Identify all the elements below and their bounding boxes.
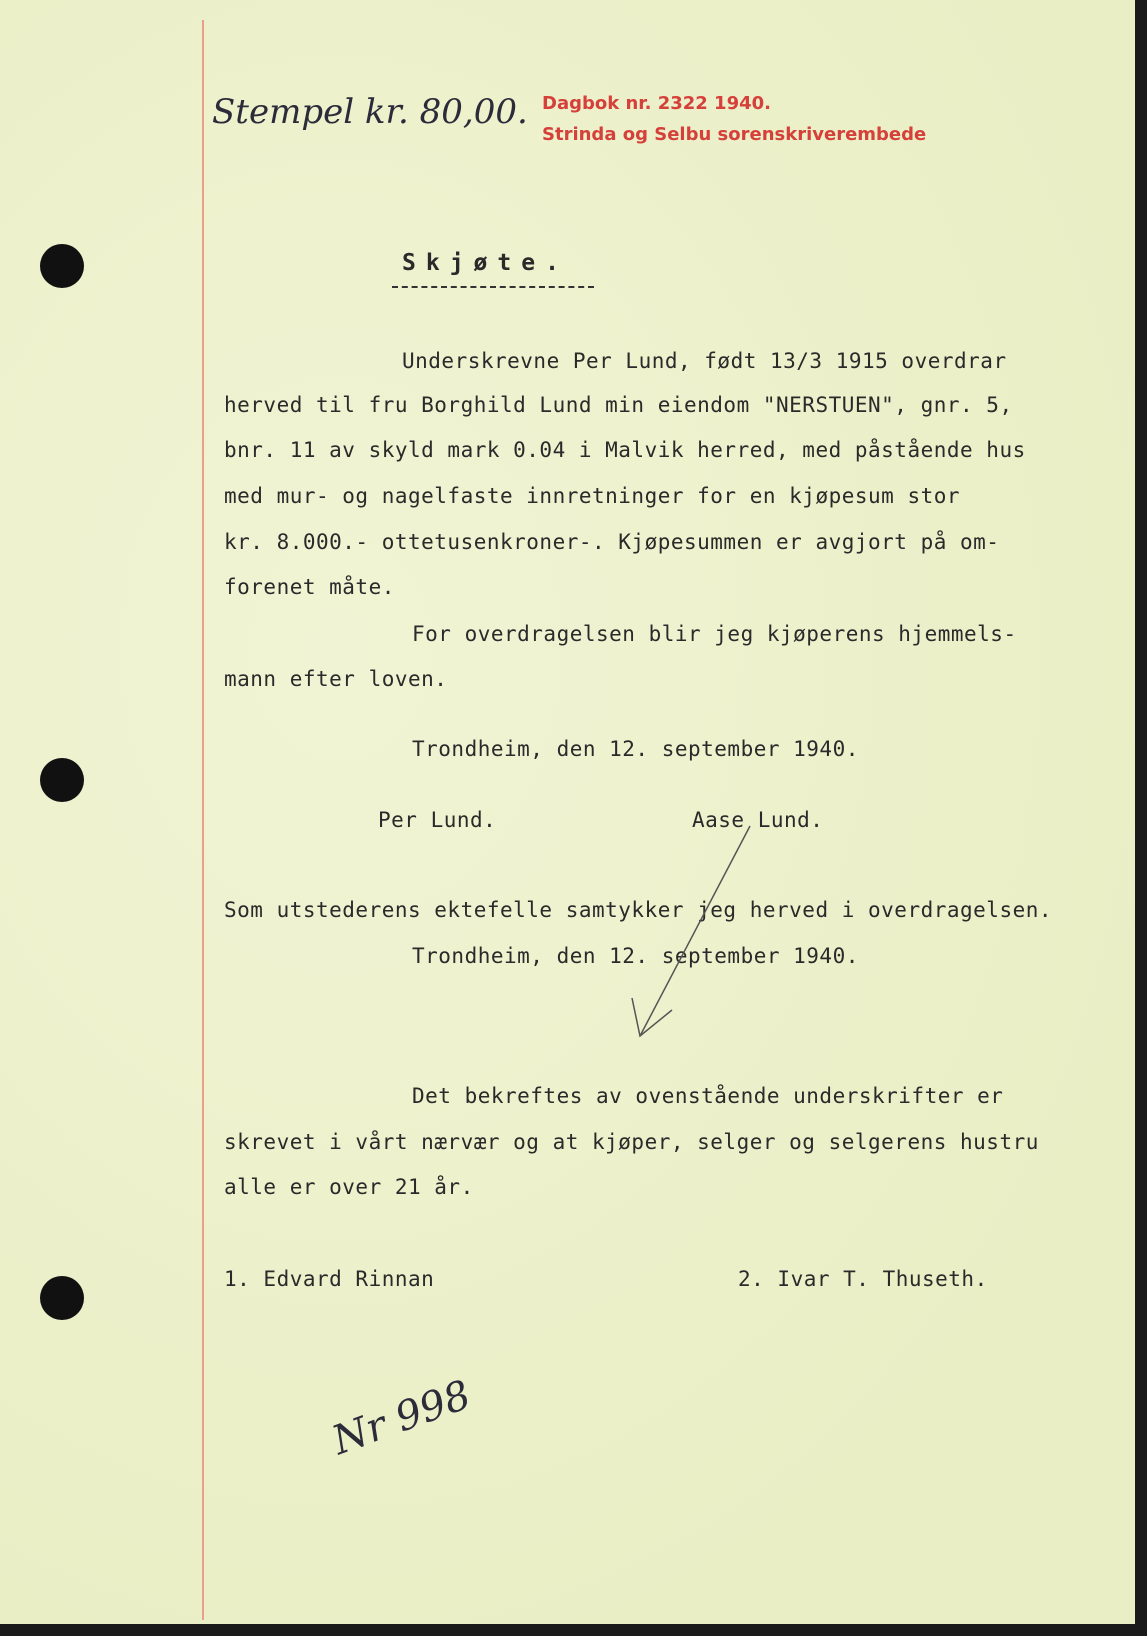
signature-seller: Per Lund.: [378, 808, 497, 832]
consent-text: Som utstederens ektefelle samtykker jeg herved i overdragelsen.: [224, 898, 1053, 922]
text-line: mann efter loven.: [224, 667, 448, 691]
text-line: For overdragelsen blir jeg kjøperens hjemmels-: [412, 622, 1017, 646]
witness-1: 1. Edvard Rinnan: [224, 1267, 435, 1291]
text-line: forenet måte.: [224, 575, 395, 599]
text-line: skrevet i vårt nærvær og at kjøper, selger og selgerens hustru: [224, 1130, 1039, 1154]
text-line: kr. 8.000.- ottetusenkroner-. Kjøpesummen er avgjort på om-: [224, 530, 1000, 554]
text-line: alle er over 21 år.: [224, 1175, 474, 1199]
text-line: Det bekreftes av ovenstående underskrifter er: [412, 1084, 1004, 1108]
text-line: med mur- og nagelfaste innretninger for en kjøpesum stor: [224, 484, 961, 508]
place-date: Trondheim, den 12. september 1940.: [412, 944, 859, 968]
witness-2: 2. Ivar T. Thuseth.: [738, 1267, 988, 1291]
place-date: Trondheim, den 12. september 1940.: [412, 737, 859, 761]
text-line: Underskrevne Per Lund, født 13/3 1915 overdrar: [402, 349, 1007, 373]
text-line: bnr. 11 av skyld mark 0.04 i Malvik herred, med påstående hus: [224, 438, 1026, 462]
text-line: herved til fru Borghild Lund min eiendom "NERSTUEN", gnr. 5,: [224, 393, 1013, 417]
office-stamp-line1: Dagbok nr. 2322 1940.: [542, 93, 771, 114]
stamp-duty-note: Stempel kr. 80,00.: [212, 92, 528, 132]
document-title: Skjøte.: [402, 250, 569, 276]
office-stamp-line2: Strinda og Selbu sorenskriverembede: [542, 124, 927, 145]
signature-spouse: Aase Lund.: [692, 808, 824, 832]
margin-note: Nr 998: [326, 1371, 477, 1465]
